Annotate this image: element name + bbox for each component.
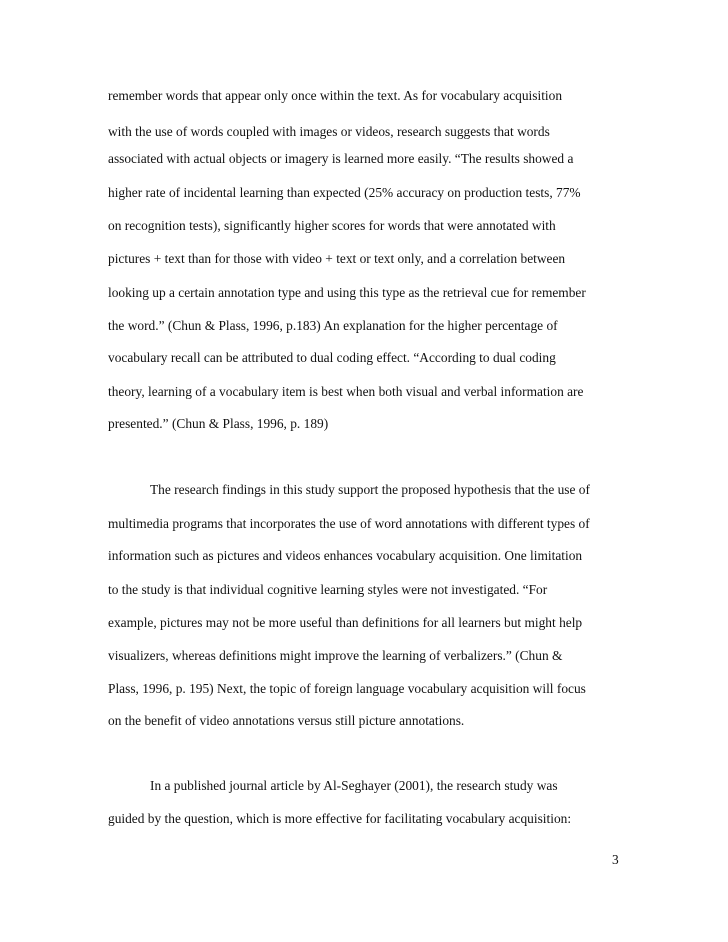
text-line: pictures + text than for those with video + text or text only, and a correlation between — [108, 251, 566, 266]
text-line: with the use of words coupled with images or videos, research suggests that words — [108, 124, 550, 139]
text-line: associated with actual objects or imagery is learned more easily. “The results showed a — [108, 151, 574, 166]
text-line: the word.” (Chun & Plass, 1996, p.183) An explanation for the higher percentage of — [108, 318, 558, 333]
text-line: looking up a certain annotation type and using this type as the retrieval cue for remember — [108, 285, 586, 300]
text-line: presented.” (Chun & Plass, 1996, p. 189) — [108, 416, 329, 431]
text-line: Plass, 1996, p. 195) Next, the topic of foreign language vocabulary acquisition will focus — [108, 681, 586, 696]
text-line: to the study is that individual cognitive learning styles were not investigated. “For — [108, 582, 548, 597]
text-line: multimedia programs that incorporates the use of word annotations with different types of — [108, 516, 590, 531]
text-line: vocabulary recall can be attributed to dual coding effect. “According to dual coding — [108, 350, 556, 365]
text-line: higher rate of incidental learning than expected (25% accuracy on production tests, 77% — [108, 185, 581, 200]
text-line: theory, learning of a vocabulary item is best when both visual and verbal information are — [108, 384, 584, 399]
text-line: remember words that appear only once within the text. As for vocabulary acquisition — [108, 88, 563, 103]
text-line: information such as pictures and videos enhances vocabulary acquisition. One limitation — [108, 548, 583, 563]
text-line: visualizers, whereas definitions might improve the learning of verbalizers.” (Chun & — [108, 648, 563, 663]
text-line: on recognition tests), significantly higher scores for words that were annotated with — [108, 218, 556, 233]
text-line: example, pictures may not be more useful than definitions for all learners but might help — [108, 615, 583, 630]
page-number: 3 — [612, 852, 619, 867]
text-line: on the benefit of video annotations versus still picture annotations. — [108, 713, 465, 728]
text-line: In a published journal article by Al-Seghayer (2001), the research study was — [150, 778, 558, 793]
text-line: guided by the question, which is more effective for facilitating vocabulary acquisition: — [108, 811, 572, 826]
text-line: The research findings in this study support the proposed hypothesis that the use of — [150, 482, 590, 497]
